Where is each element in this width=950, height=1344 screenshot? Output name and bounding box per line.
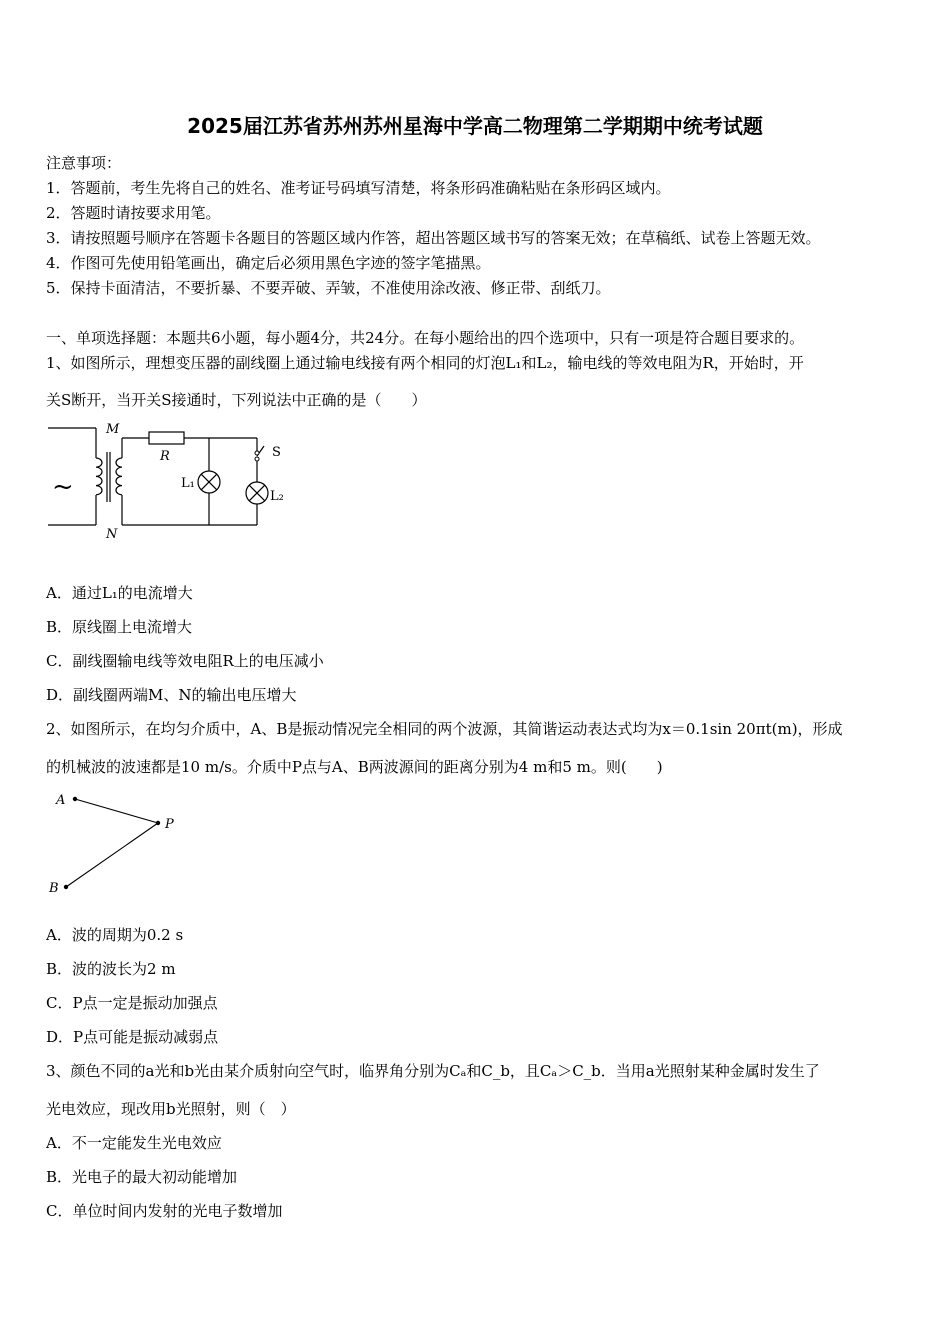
q3-option-b[interactable]: B．光电子的最大初动能增加 (46, 1168, 238, 1186)
label-S: S (272, 445, 281, 460)
label-ac-source: ~ (52, 472, 74, 502)
q2-option-c[interactable]: C．P点一定是振动加强点 (46, 994, 218, 1012)
notice-heading: 注意事项： (46, 154, 122, 172)
label-L1: L₁ (181, 476, 195, 491)
q1-circuit-figure (44, 420, 304, 545)
q2-option-a[interactable]: A．波的周期为0.2 s (46, 926, 184, 944)
q1-stem-line2: 关S断开，当开关S接通时，下列说法中正确的是（ ） (46, 391, 427, 409)
q3-stem-line1: 3、颜色不同的a光和b光由某介质射向空气时，临界角分别为Cₐ和C_b，且Cₐ＞C_b．当用a光照射某种金属时发生了 (46, 1062, 820, 1080)
page-title: 2025届江苏省苏州苏州星海中学高二物理第二学期期中统考试题 (187, 114, 763, 138)
notice-item: 1．答题前，考生先将自己的姓名、准考证号码填写清楚，将条形码准确粘贴在条形码区域内。 (46, 179, 671, 197)
q3-option-c[interactable]: C．单位时间内发射的光电子数增加 (46, 1202, 283, 1220)
label-P: P (165, 817, 174, 832)
section-heading: 一、单项选择题：本题共6小题，每小题4分，共24分。在每小题给出的四个选项中，只有一项是符合题目要求的。 (46, 329, 805, 347)
q1-stem-line1: 1、如图所示，理想变压器的副线圈上通过输电线接有两个相同的灯泡L₁和L₂，输电线的等效电阻为R，开始时，开 (46, 354, 804, 372)
q2-option-b[interactable]: B．波的波长为2 m (46, 960, 176, 978)
notice-item: 3．请按照题号顺序在答题卡各题目的答题区域内作答，超出答题区域书写的答案无效；在草稿纸、试卷上答题无效。 (46, 229, 821, 247)
q1-option-d[interactable]: D．副线圈两端M、N的输出电压增大 (46, 686, 297, 704)
label-N: N (106, 527, 118, 542)
q1-option-a[interactable]: A．通过L₁的电流增大 (46, 584, 193, 602)
notice-item: 5．保持卡面清洁，不要折暴、不要弄破、弄皱，不准使用涂改液、修正带、刮纸刀。 (46, 279, 611, 297)
q1-option-b[interactable]: B．原线圈上电流增大 (46, 618, 193, 636)
q2-wave-figure (44, 785, 194, 897)
notice-item: 2．答题时请按要求用笔。 (46, 204, 221, 222)
label-B: B (49, 881, 59, 896)
label-L2: L₂ (270, 489, 284, 504)
label-M: M (106, 422, 120, 437)
notice-item: 4．作图可先使用铅笔画出，确定后必须用黑色字迹的签字笔描黑。 (46, 254, 491, 272)
q3-option-a[interactable]: A．不一定能发生光电效应 (46, 1134, 222, 1152)
q3-stem-line2: 光电效应，现改用b光照射，则（ ） (46, 1100, 296, 1118)
label-A: A (56, 793, 66, 808)
label-R: R (160, 449, 170, 464)
q2-option-d[interactable]: D．P点可能是振动减弱点 (46, 1028, 219, 1046)
q1-option-c[interactable]: C．副线圈输电线等效电阻R上的电压减小 (46, 652, 324, 670)
q2-stem-line2: 的机械波的波速都是10 m/s。介质中P点与A、B两波源间的距离分别为4 m和5 m。则( ) (46, 758, 663, 776)
q2-stem-line1: 2、如图所示，在均匀介质中，A、B是振动情况完全相同的两个波源，其简谐运动表达式均为x＝0.1sin 20πt(m)，形成 (46, 720, 843, 738)
